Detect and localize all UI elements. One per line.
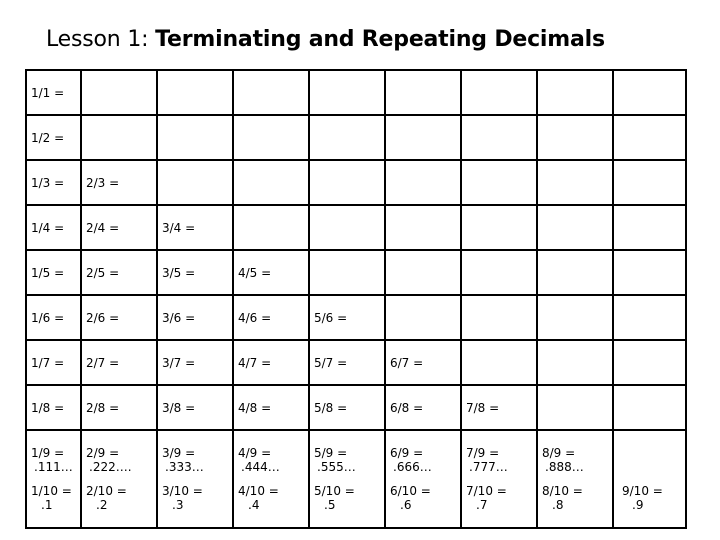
- table-cell[interactable]: [157, 295, 233, 340]
- table-cell[interactable]: [233, 430, 309, 528]
- tenth-fraction: 3/10 =: [162, 484, 203, 498]
- fraction-label: 5/7 =: [314, 355, 348, 370]
- tenth-decimal: .9: [632, 498, 644, 512]
- fractions-table: [25, 69, 687, 529]
- table-cell[interactable]: [233, 115, 309, 160]
- table-cell[interactable]: [613, 430, 686, 528]
- fraction-label: 1/1 =: [31, 85, 65, 100]
- table-cell[interactable]: [81, 340, 157, 385]
- table-cell[interactable]: [157, 70, 233, 115]
- table-cell[interactable]: [537, 115, 613, 160]
- fraction-label: 3/5 =: [162, 265, 196, 280]
- table-cell[interactable]: [385, 115, 461, 160]
- table-cell[interactable]: [157, 250, 233, 295]
- table-cell[interactable]: [537, 250, 613, 295]
- table-cell[interactable]: [233, 205, 309, 250]
- tenth-fraction: 1/10 =: [31, 484, 72, 498]
- table-cell[interactable]: [26, 115, 81, 160]
- table-cell[interactable]: [385, 385, 461, 430]
- tenth-decimal: .7: [476, 498, 488, 512]
- table-cell[interactable]: [613, 70, 686, 115]
- table-cell[interactable]: [157, 340, 233, 385]
- table-cell[interactable]: [613, 250, 686, 295]
- table-cell[interactable]: [613, 295, 686, 340]
- title-prefix: Lesson 1:: [46, 27, 156, 52]
- table-cell[interactable]: [385, 205, 461, 250]
- table-cell[interactable]: [385, 160, 461, 205]
- table-cell[interactable]: [26, 160, 81, 205]
- table-cell[interactable]: [26, 385, 81, 430]
- fraction-label: 3/6 =: [162, 310, 196, 325]
- table-cell[interactable]: [537, 385, 613, 430]
- tenth-fraction: 9/10 =: [622, 484, 663, 498]
- ninth-decimal: .111…: [34, 460, 73, 474]
- table-cell[interactable]: [81, 295, 157, 340]
- table-row: [26, 340, 686, 385]
- ninth-decimal: .222….: [89, 460, 132, 474]
- table-cell[interactable]: [309, 160, 385, 205]
- fraction-label: 2/6 =: [86, 310, 120, 325]
- tenth-decimal: .5: [324, 498, 336, 512]
- table-cell[interactable]: [461, 430, 537, 528]
- tenth-fraction: 4/10 =: [238, 484, 279, 498]
- ninth-decimal: .777…: [469, 460, 508, 474]
- fraction-label: 7/8 =: [466, 400, 500, 415]
- table-cell[interactable]: [537, 205, 613, 250]
- fraction-label: 2/8 =: [86, 400, 120, 415]
- tenth-fraction: 6/10 =: [390, 484, 431, 498]
- table-cell[interactable]: [385, 70, 461, 115]
- fraction-label: 4/5 =: [238, 265, 272, 280]
- fraction-label: 4/6 =: [238, 310, 272, 325]
- fraction-label: 1/8 =: [31, 400, 65, 415]
- ninth-fraction: 8/9 =: [542, 446, 576, 460]
- table-cell[interactable]: [461, 385, 537, 430]
- ninth-fraction: 7/9 =: [466, 446, 500, 460]
- table-cell[interactable]: [461, 250, 537, 295]
- fraction-label: 3/8 =: [162, 400, 196, 415]
- table-cell[interactable]: [461, 340, 537, 385]
- tenth-fraction: 5/10 =: [314, 484, 355, 498]
- table-cell[interactable]: [309, 340, 385, 385]
- table-row: [26, 70, 686, 115]
- ninth-decimal: [618, 460, 685, 474]
- tenth-decimal: .1: [41, 498, 53, 512]
- table-row: [26, 115, 686, 160]
- table-cell[interactable]: [157, 115, 233, 160]
- page-title: [46, 27, 605, 52]
- table-cell[interactable]: [81, 250, 157, 295]
- tenth-decimal: .4: [248, 498, 260, 512]
- table-cell[interactable]: [309, 295, 385, 340]
- ninth-decimal: .444…: [241, 460, 280, 474]
- ninth-fraction: 4/9 =: [238, 446, 272, 460]
- table-cell[interactable]: [537, 70, 613, 115]
- ninth-fraction: 3/9 =: [162, 446, 196, 460]
- fraction-label: 5/6 =: [314, 310, 348, 325]
- table-cell[interactable]: [461, 205, 537, 250]
- table-cell[interactable]: [26, 430, 81, 528]
- table-cell[interactable]: [157, 385, 233, 430]
- ninth-decimal: .555…: [317, 460, 356, 474]
- table-row: [26, 385, 686, 430]
- table-cell[interactable]: [309, 115, 385, 160]
- tenth-fraction: 2/10 =: [86, 484, 127, 498]
- tenth-fraction: 8/10 =: [542, 484, 583, 498]
- table-cell[interactable]: [309, 385, 385, 430]
- table-cell[interactable]: [157, 160, 233, 205]
- table-cell[interactable]: [157, 430, 233, 528]
- table-cell[interactable]: [26, 205, 81, 250]
- fraction-label: 1/5 =: [31, 265, 65, 280]
- table-cell[interactable]: [309, 205, 385, 250]
- fraction-label: 6/8 =: [390, 400, 424, 415]
- table-cell[interactable]: [233, 385, 309, 430]
- table-cell[interactable]: [233, 295, 309, 340]
- ninth-decimal: .666…: [393, 460, 432, 474]
- table-cell[interactable]: [613, 340, 686, 385]
- table-cell[interactable]: [461, 115, 537, 160]
- fraction-label: 2/7 =: [86, 355, 120, 370]
- table-cell[interactable]: [233, 160, 309, 205]
- table-cell[interactable]: [385, 250, 461, 295]
- ninth-fraction: 6/9 =: [390, 446, 424, 460]
- table-cell[interactable]: [81, 115, 157, 160]
- tenth-decimal: .8: [552, 498, 564, 512]
- tenth-fraction: 7/10 =: [466, 484, 507, 498]
- table-cell[interactable]: [461, 70, 537, 115]
- table-cell[interactable]: [461, 295, 537, 340]
- table-cell[interactable]: [385, 340, 461, 385]
- table-cell[interactable]: [309, 70, 385, 115]
- table-cell[interactable]: [613, 205, 686, 250]
- table-row: [26, 160, 686, 205]
- ninth-fraction: 2/9 =: [86, 446, 120, 460]
- fraction-label: 4/7 =: [238, 355, 272, 370]
- table-cell[interactable]: [613, 115, 686, 160]
- table-row: [26, 205, 686, 250]
- tenth-decimal: .6: [400, 498, 412, 512]
- table-cell[interactable]: [233, 340, 309, 385]
- table-cell[interactable]: [233, 70, 309, 115]
- table-row: [26, 295, 686, 340]
- table-cell[interactable]: [26, 70, 81, 115]
- fraction-label: 6/7 =: [390, 355, 424, 370]
- fraction-label: 3/7 =: [162, 355, 196, 370]
- table-cell[interactable]: [26, 295, 81, 340]
- table-row: [26, 250, 686, 295]
- ninth-decimal: .333…: [165, 460, 204, 474]
- fraction-label: 3/4 =: [162, 220, 196, 235]
- table-row: [26, 430, 686, 528]
- table-cell[interactable]: [537, 295, 613, 340]
- table-cell[interactable]: [537, 430, 613, 528]
- fraction-label: 1/7 =: [31, 355, 65, 370]
- table-cell[interactable]: [385, 295, 461, 340]
- table-cell[interactable]: [613, 385, 686, 430]
- ninth-fraction: 1/9 =: [31, 446, 65, 460]
- fraction-label: 2/4 =: [86, 220, 120, 235]
- table-cell[interactable]: [81, 70, 157, 115]
- table-cell[interactable]: [537, 340, 613, 385]
- table-cell[interactable]: [461, 160, 537, 205]
- title-main: Terminating and Repeating Decimals: [155, 27, 605, 52]
- table-cell[interactable]: [385, 430, 461, 528]
- fraction-label: 1/2 =: [31, 130, 65, 145]
- table-cell[interactable]: [26, 250, 81, 295]
- ninth-fraction: 5/9 =: [314, 446, 348, 460]
- ninth-fraction: [618, 446, 685, 460]
- table-cell[interactable]: [309, 250, 385, 295]
- table-cell[interactable]: [81, 160, 157, 205]
- table-cell[interactable]: [81, 430, 157, 528]
- fraction-label: 5/8 =: [314, 400, 348, 415]
- ninth-decimal: .888…: [545, 460, 584, 474]
- fraction-label: 1/4 =: [31, 220, 65, 235]
- fraction-label: 4/8 =: [238, 400, 272, 415]
- table-cell[interactable]: [26, 340, 81, 385]
- table-cell[interactable]: [309, 430, 385, 528]
- fraction-label: 1/3 =: [31, 175, 65, 190]
- fraction-label: 2/5 =: [86, 265, 120, 280]
- fraction-label: 2/3 =: [86, 175, 120, 190]
- table-cell[interactable]: [233, 250, 309, 295]
- table-cell[interactable]: [81, 385, 157, 430]
- tenth-decimal: .2: [96, 498, 108, 512]
- table-cell[interactable]: [537, 160, 613, 205]
- table-cell[interactable]: [157, 205, 233, 250]
- table-cell[interactable]: [613, 160, 686, 205]
- tenth-decimal: .3: [172, 498, 184, 512]
- fraction-label: 1/6 =: [31, 310, 65, 325]
- table-cell[interactable]: [81, 205, 157, 250]
